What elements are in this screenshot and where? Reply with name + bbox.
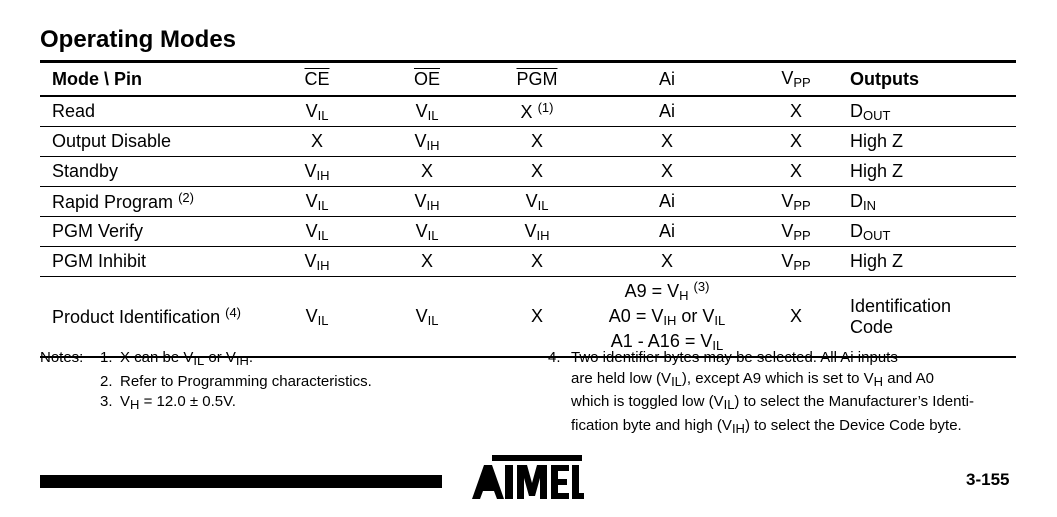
cell-ce: $V_{IL}$ xyxy=(262,217,372,247)
cell-pgm: X xyxy=(482,127,592,157)
footer-rule xyxy=(40,475,442,488)
cell-ce: $V_{IL}$ xyxy=(305,305,329,328)
note-3: 3. VH = 12.0 ± 0.5V. xyxy=(100,393,236,412)
note-1: Notes: 1. X can be VIL or VIH. xyxy=(40,349,254,368)
table-row xyxy=(40,157,1016,187)
cell-ce: $V_{IH}$ xyxy=(262,247,372,277)
table-row xyxy=(40,217,1016,247)
cell-outputs: $D_{OUT}$ xyxy=(850,96,1016,127)
header-pgm: $\overline{PGM}$ xyxy=(482,62,592,97)
cell-ai: $A9 = V_H$ $^{(3)}$ $A0 = V_{IH}$ or $V_{IL}$ $A1 - A16 = V_{IL}$ xyxy=(608,279,726,353)
cell-mode: PGM Verify xyxy=(40,217,262,247)
table-header-row xyxy=(40,62,1016,97)
header-mode-pin: Mode \ Pin xyxy=(40,62,262,97)
cell-outputs: $D_{OUT}$ xyxy=(850,217,1016,247)
cell-ai: X xyxy=(592,127,742,157)
cell-mode: Output Disable xyxy=(40,127,262,157)
operating-modes-table xyxy=(40,60,1016,358)
cell-oe: $V_{IL}$ xyxy=(415,305,439,328)
header-outputs: Outputs xyxy=(850,62,1016,97)
cell-pgm: $V_{IL}$ xyxy=(482,187,592,217)
header-vpp: $V_{PP}$ xyxy=(742,62,850,97)
header-ce: $\overline{CE}$ xyxy=(262,62,372,97)
cell-pgm: X xyxy=(482,247,592,277)
atmel-logo xyxy=(472,453,584,503)
cell-ce: X xyxy=(262,127,372,157)
table-row xyxy=(40,247,1016,277)
header-ai: Ai xyxy=(592,62,742,97)
cell-vpp: X xyxy=(742,157,850,187)
page-number: 3-155 xyxy=(966,470,1010,489)
cell-vpp: X xyxy=(789,306,802,326)
cell-ai: X xyxy=(592,157,742,187)
cell-ce: $V_{IL}$ xyxy=(262,187,372,217)
cell-oe: $V_{IH}$ xyxy=(372,127,482,157)
cell-mode: PGM Inhibit xyxy=(40,247,262,277)
cell-ai: X xyxy=(592,247,742,277)
table-row xyxy=(40,187,1016,217)
table-row xyxy=(40,127,1016,157)
cell-ai: Ai xyxy=(592,187,742,217)
table-row-product-identification xyxy=(40,277,1016,358)
cell-mode: Product Identification $^{(4)}$ xyxy=(52,305,242,327)
cell-vpp: $V_{PP}$ xyxy=(742,217,850,247)
cell-ai: Ai xyxy=(592,96,742,127)
cell-ce: $V_{IL}$ xyxy=(262,96,372,127)
cell-outputs: High Z xyxy=(850,157,1016,187)
cell-vpp: $V_{PP}$ xyxy=(742,187,850,217)
cell-mode: Standby xyxy=(40,157,262,187)
cell-oe: $V_{IL}$ xyxy=(372,217,482,247)
notes-right xyxy=(548,348,974,439)
cell-ce: $V_{IH}$ xyxy=(262,157,372,187)
cell-oe: X xyxy=(372,247,482,277)
cell-pgm: X xyxy=(482,157,592,187)
cell-oe: $V_{IH}$ xyxy=(372,187,482,217)
note-4-line-3: which is toggled low (VIL) to select the Manufacturer’s Identi- xyxy=(571,393,974,412)
cell-mode: Rapid Program $^{(2)}$ xyxy=(40,187,262,217)
cell-pgm: X xyxy=(530,306,543,326)
cell-vpp: X xyxy=(742,96,850,127)
note-4-line-2: are held low (VIL), except A9 which is set to VH and A0 xyxy=(571,369,934,389)
cell-vpp: $V_{PP}$ xyxy=(742,247,850,277)
cell-outputs: Identification Code xyxy=(850,295,952,337)
note-2: 2. Refer to Programming characteristics. xyxy=(100,372,372,390)
notes-left xyxy=(40,348,372,416)
cell-ai: Ai xyxy=(592,217,742,247)
cell-outputs: High Z xyxy=(850,127,1016,157)
note-4-line-4: fication byte and high (VIH) to select the Device Code byte. xyxy=(571,416,962,436)
cell-pgm: $V_{IH}$ xyxy=(482,217,592,247)
cell-outputs: High Z xyxy=(850,247,1016,277)
cell-oe: X xyxy=(372,157,482,187)
note-4-line-1: 4. Two identifier bytes may be selected. All Ai inputs xyxy=(548,349,898,366)
cell-oe: $V_{IL}$ xyxy=(372,96,482,127)
cell-pgm: X $^{(1)}$ xyxy=(482,96,592,127)
header-oe: $\overline{OE}$ xyxy=(372,62,482,97)
page-title: Operating Modes xyxy=(40,26,237,53)
table-row xyxy=(40,96,1016,127)
cell-vpp: X xyxy=(742,127,850,157)
cell-outputs: $D_{IN}$ xyxy=(850,187,1016,217)
cell-mode: Read xyxy=(40,96,262,127)
